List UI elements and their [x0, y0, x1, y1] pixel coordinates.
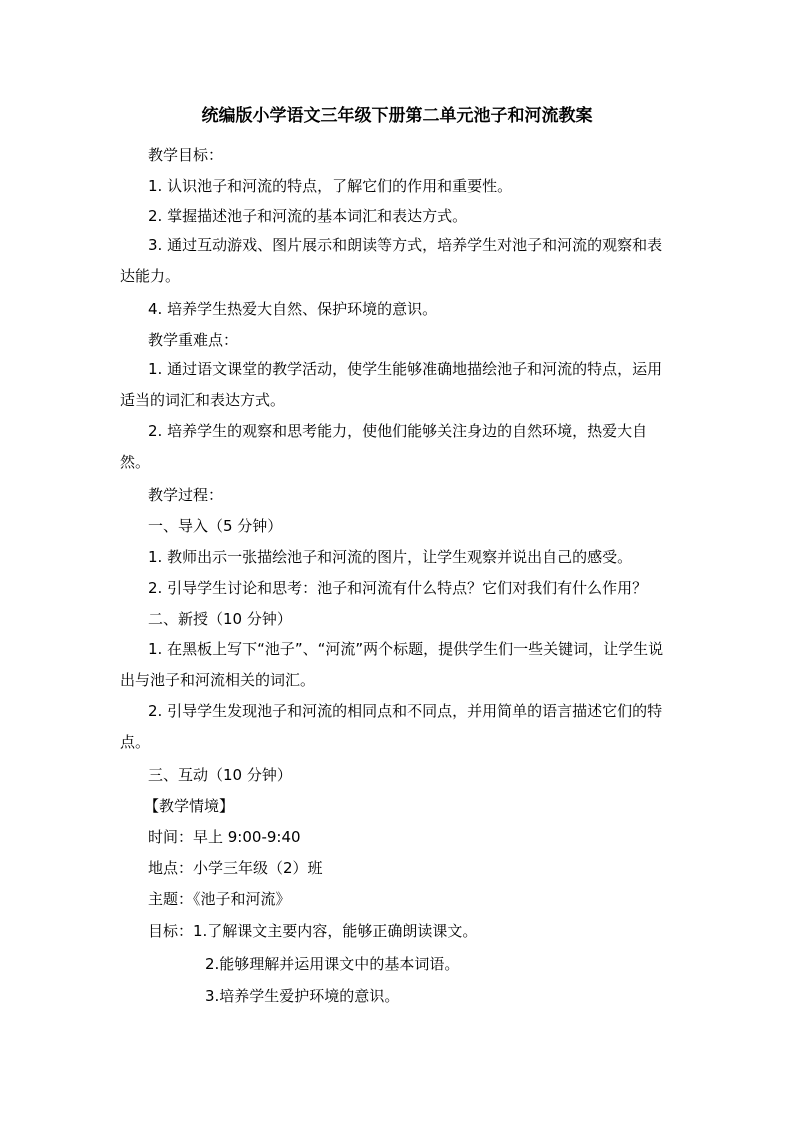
topic-line: 主题：《池子和河流》: [148, 890, 291, 908]
goal-item-4: 4. 培养学生热爱大自然、保护环境的意识。: [148, 300, 438, 318]
document-title: 统编版小学语文三年级下册第二单元池子和河流教案: [201, 106, 593, 126]
intro-item-1: 1. 教师出示一张描绘池子和河流的图片，让学生观察并说出自己的感受。: [148, 548, 633, 566]
key-point-item-1: 1. 通过语文课堂的教学活动，使学生能够准确地描绘池子和河流的特点，运用适当的词汇和表达方式。: [120, 360, 663, 409]
process-heading: 教学过程：: [148, 486, 224, 504]
objective-line-2: 2.能够理解并运用课文中的基本词语。: [205, 955, 460, 973]
key-points-heading: 教学重难点：: [148, 331, 239, 349]
new-lesson-item-2: 2. 引导学生发现池子和河流的相同点和不同点，并用简单的语言描述它们的特点。: [120, 702, 663, 751]
section-heading-new-lesson: 二、新授（10 分钟）: [148, 610, 292, 628]
time-line: 时间：早上 9:00-9:40: [148, 828, 301, 846]
intro-item-2: 2. 引导学生讨论和思考：池子和河流有什么特点？它们对我们有什么作用？: [148, 579, 648, 597]
key-point-item-2: 2. 培养学生的观察和思考能力，使他们能够关注身边的自然环境，热爱大自然。: [120, 422, 648, 471]
goal-item-2: 2. 掌握描述池子和河流的基本词汇和表达方式。: [148, 207, 468, 225]
section-heading-interaction: 三、互动（10 分钟）: [148, 766, 292, 784]
place-line: 地点：小学三年级（2）班: [148, 859, 323, 877]
goal-item-3: 3. 通过互动游戏、图片展示和朗读等方式，培养学生对池子和河流的观察和表达能力。: [120, 236, 663, 285]
objective-line-1: 目标：1.了解课文主要内容，能够正确朗读课文。: [148, 922, 478, 940]
situation-heading: 【教学情境】: [144, 797, 235, 815]
goal-item-1: 1. 认识池子和河流的特点，了解它们的作用和重要性。: [148, 177, 513, 195]
objective-line-3: 3.培养学生爱护环境的意识。: [205, 987, 400, 1005]
teaching-goals-heading: 教学目标：: [148, 146, 224, 164]
new-lesson-item-1: 1. 在黑板上写下“池子”、“河流”两个标题，提供学生们一些关键词，让学生说出与池子和河流相关的词汇。: [120, 640, 664, 689]
section-heading-intro: 一、导入（5 分钟）: [148, 517, 283, 535]
